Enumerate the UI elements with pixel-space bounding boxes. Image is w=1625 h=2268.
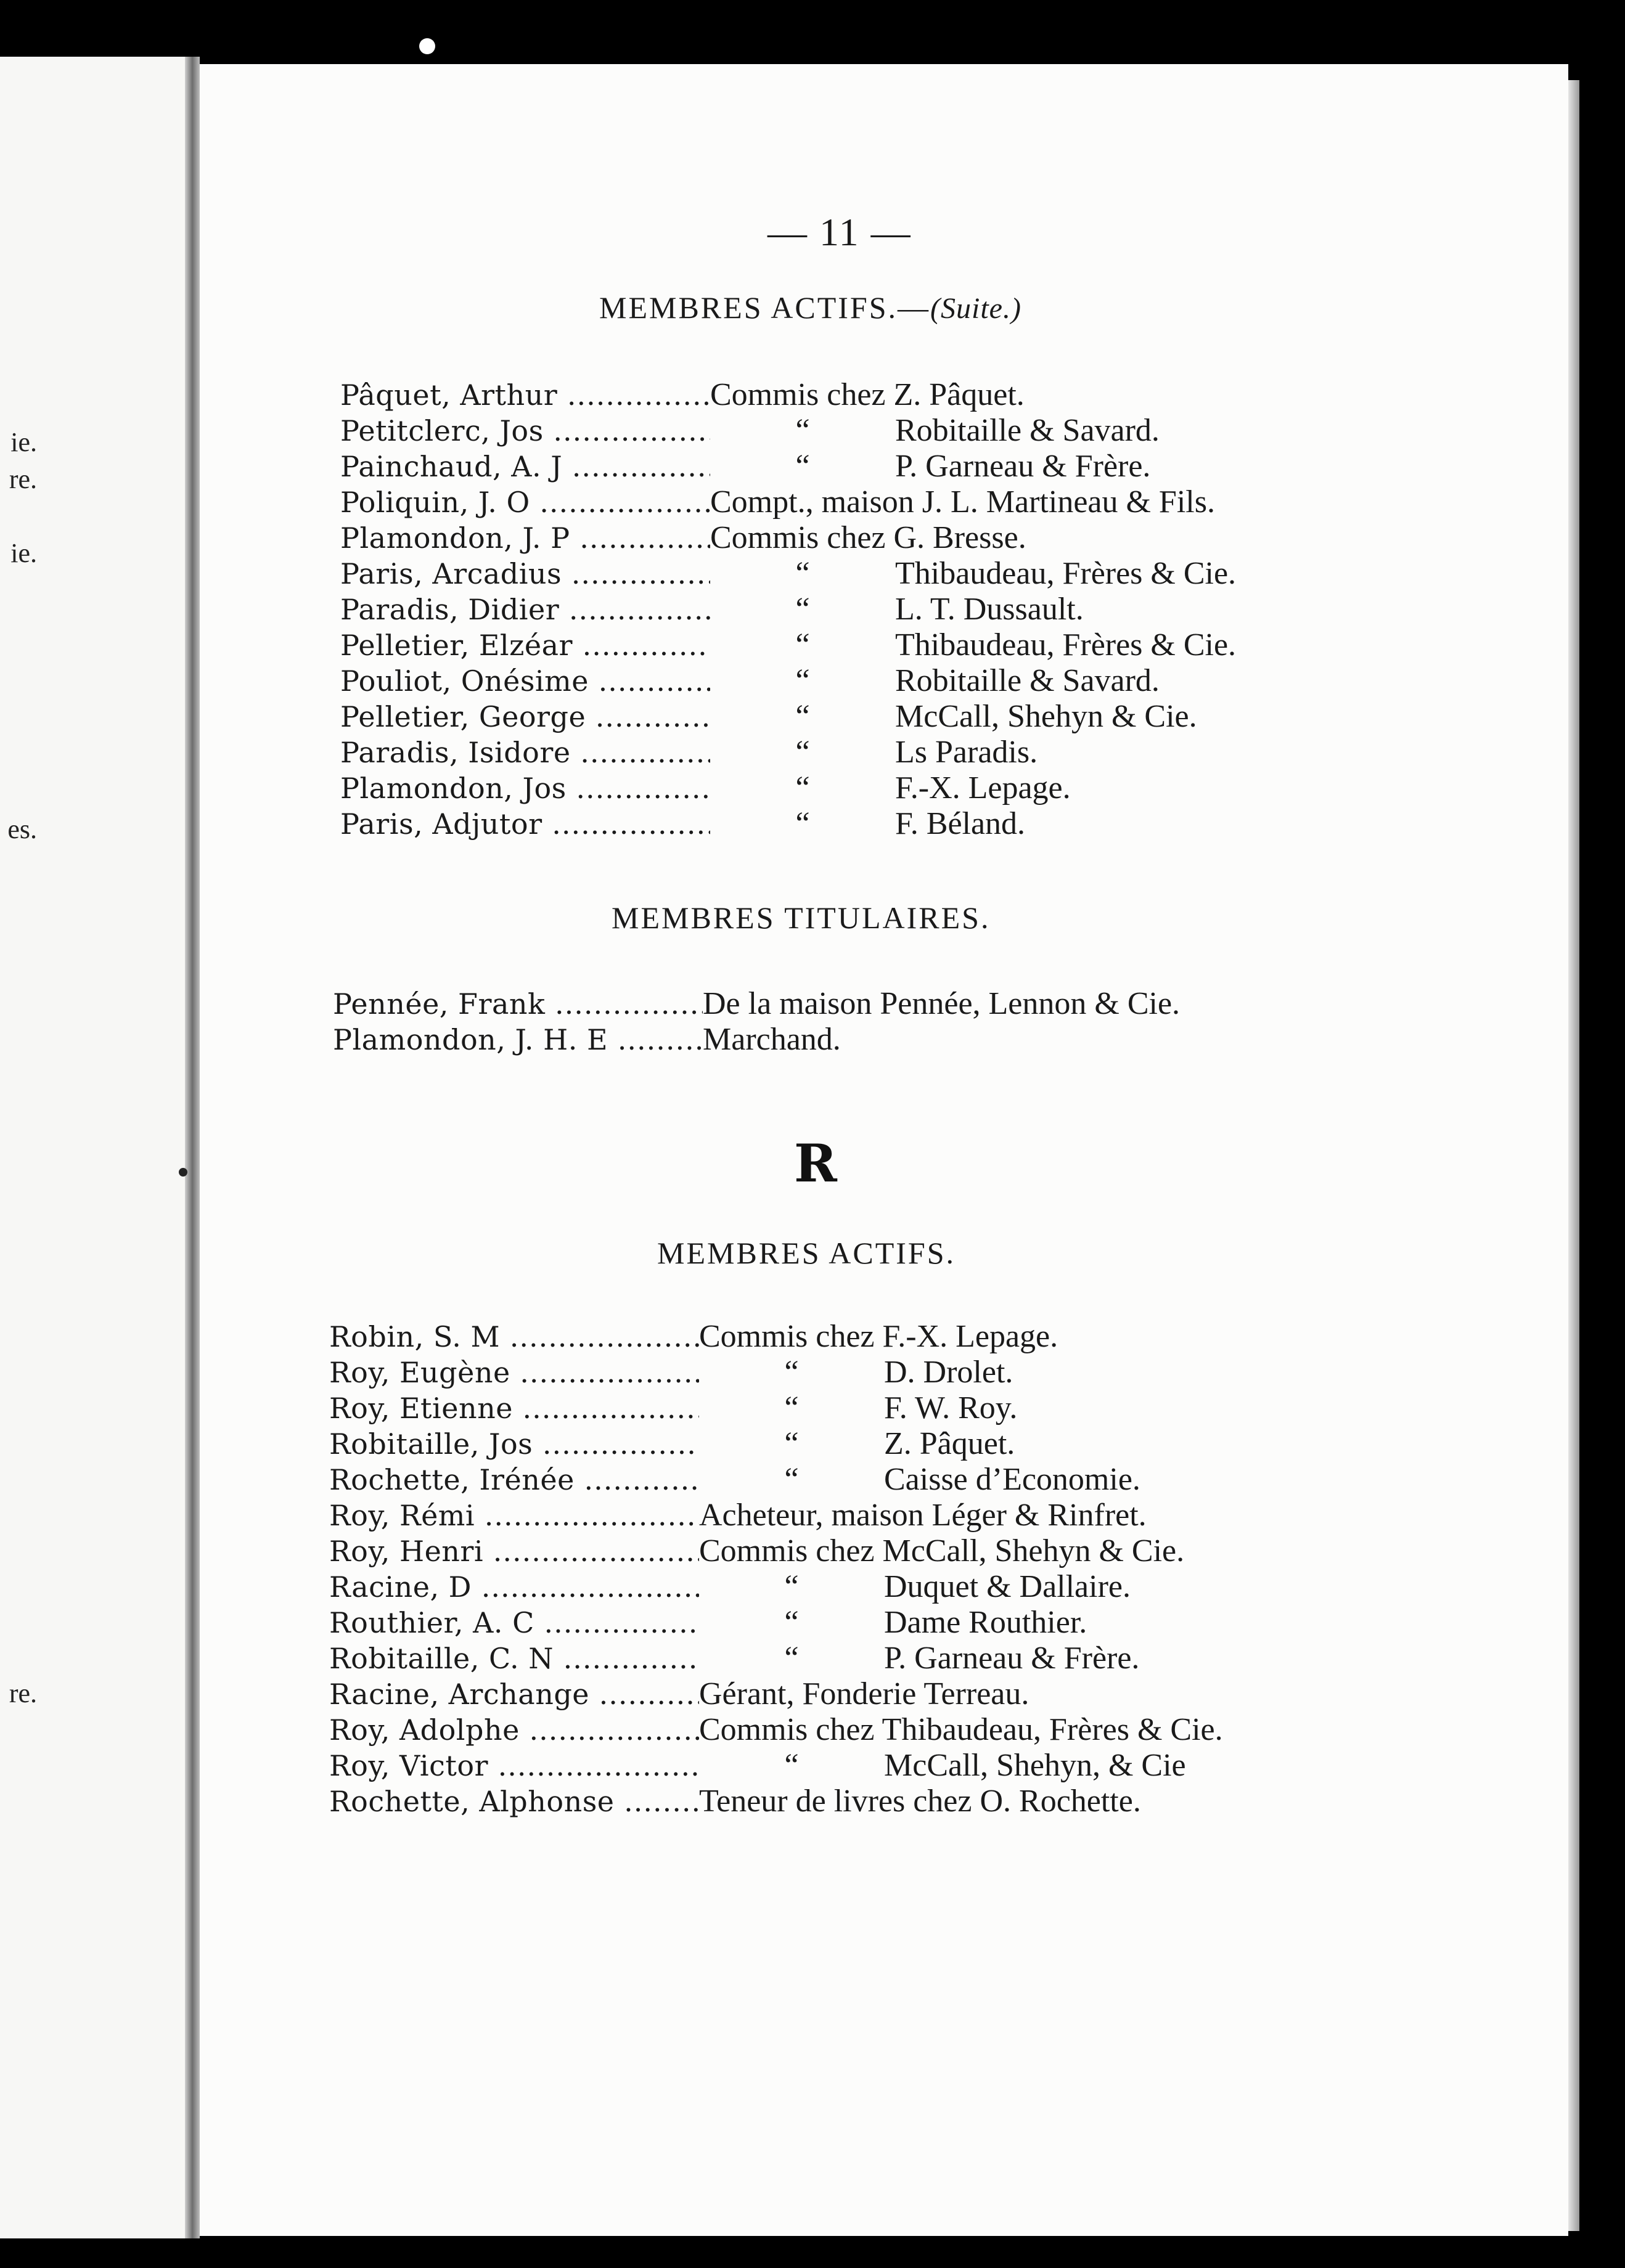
member-position: Gérant, Fonderie Terreau. xyxy=(699,1676,1029,1711)
ditto-mark: “ xyxy=(795,699,810,734)
ditto-mark: “ xyxy=(784,1390,799,1426)
letter-r-ornament: R xyxy=(794,1133,837,1194)
section-heading-actifs-r: MEMBRES ACTIFS. xyxy=(657,1236,956,1270)
facing-page-fragment: es. xyxy=(7,814,37,844)
member-position: Duquet & Dallaire. xyxy=(884,1569,1131,1604)
member-position: L. T. Dussault. xyxy=(895,592,1084,627)
member-row xyxy=(340,484,1236,520)
member-row xyxy=(329,1498,1223,1533)
member-name: Racine, D ..... xyxy=(329,1569,699,1605)
member-row xyxy=(329,1426,1223,1462)
member-position: Thibaudeau, Frères & Cie. xyxy=(895,556,1237,591)
member-position: McCall, Shehyn, & Cie xyxy=(884,1748,1186,1783)
member-name: Plamondon, J. P ..... xyxy=(340,520,710,556)
ditto-mark: “ xyxy=(795,735,810,770)
member-position: De la maison Pennée, Lennon & Cie. xyxy=(703,986,1181,1021)
member-row xyxy=(333,986,1180,1022)
member-position: P. Garneau & Frère. xyxy=(895,449,1151,484)
member-list-actifs-p xyxy=(340,377,1236,842)
member-name: Roy, Rémi ..... xyxy=(329,1498,699,1533)
member-row xyxy=(329,1462,1223,1498)
member-name: Roy, Henri ..... xyxy=(329,1533,699,1569)
member-name: Pennée, Frank ..... xyxy=(333,986,703,1022)
member-row xyxy=(329,1355,1223,1390)
member-row xyxy=(340,592,1236,627)
member-row xyxy=(329,1533,1223,1569)
member-name: Roy, Etienne ..... xyxy=(329,1390,699,1426)
ditto-mark: “ xyxy=(784,1605,799,1640)
ditto-mark: “ xyxy=(795,592,810,627)
book-gutter xyxy=(185,57,200,2238)
member-row xyxy=(340,377,1236,413)
member-row xyxy=(329,1319,1223,1355)
ditto-mark: “ xyxy=(795,449,810,484)
member-row xyxy=(329,1712,1223,1748)
member-name: Paradis, Isidore ..... xyxy=(340,735,710,770)
member-position: P. Garneau & Frère. xyxy=(884,1641,1140,1676)
member-name: Plamondon, J. H. E ..... xyxy=(333,1022,703,1058)
member-row xyxy=(340,663,1236,699)
ditto-mark: “ xyxy=(795,556,810,591)
ditto-mark: “ xyxy=(795,627,810,663)
member-position: Robitaille & Savard. xyxy=(895,413,1160,448)
member-name: Pouliot, Onésime ..... xyxy=(340,663,710,699)
facing-page-fragment: ie. xyxy=(10,427,37,457)
member-position: Z. Pâquet. xyxy=(884,1426,1015,1461)
member-position: Acheteur, maison Léger & Rinfret. xyxy=(699,1498,1147,1533)
member-position: Thibaudeau, Frères & Cie. xyxy=(895,627,1237,663)
member-row xyxy=(333,1022,1180,1058)
member-position: F. W. Roy. xyxy=(884,1390,1018,1426)
member-row xyxy=(340,413,1236,449)
member-name: Pelletier, Elzéar ..... xyxy=(340,627,710,663)
member-name: Routhier, A. C ..... xyxy=(329,1605,699,1641)
member-row xyxy=(340,449,1236,484)
member-name: Paradis, Didier ..... xyxy=(340,592,710,627)
member-position: Caisse d’Economie. xyxy=(884,1462,1140,1497)
member-name: Paris, Adjutor ..... xyxy=(340,806,710,842)
member-name: Poliquin, J. O ..... xyxy=(340,484,710,520)
member-list-actifs-r xyxy=(329,1319,1223,1819)
scan-speck xyxy=(419,38,435,54)
member-row xyxy=(340,806,1236,842)
member-row xyxy=(340,699,1236,735)
section-title-suffix: (Suite.) xyxy=(930,292,1021,325)
member-position: Commis chez Z. Pâquet. xyxy=(710,377,1025,412)
member-row xyxy=(329,1390,1223,1426)
member-position: F. Béland. xyxy=(895,806,1026,841)
member-name: Roy, Adolphe ..... xyxy=(329,1712,699,1748)
member-row xyxy=(340,735,1236,770)
section-title: MEMBRES ACTIFS.— xyxy=(599,290,931,325)
page-edge-shadow xyxy=(1568,80,1579,2231)
facing-page-edge xyxy=(0,57,196,2238)
ditto-mark: “ xyxy=(784,1426,799,1461)
ditto-mark: “ xyxy=(784,1641,799,1676)
page-number: — 11 — xyxy=(767,210,912,254)
member-name: Rochette, Irénée ..... xyxy=(329,1462,699,1498)
member-row xyxy=(340,627,1236,663)
member-position: Ls Paradis. xyxy=(895,735,1038,770)
ditto-mark: “ xyxy=(784,1569,799,1604)
member-name: Plamondon, Jos ..... xyxy=(340,770,710,806)
member-name: Roy, Victor ..... xyxy=(329,1748,699,1784)
ditto-mark: “ xyxy=(795,770,810,806)
ditto-mark: “ xyxy=(795,413,810,448)
member-name: Painchaud, A. J ..... xyxy=(340,449,710,484)
member-row xyxy=(340,770,1236,806)
facing-page-fragment: ie. xyxy=(10,538,37,568)
member-position: Commis chez Thibaudeau, Frères & Cie. xyxy=(699,1712,1223,1747)
facing-page-fragment: re. xyxy=(9,464,37,494)
ditto-mark: “ xyxy=(795,806,810,841)
member-row xyxy=(329,1605,1223,1641)
member-position: Commis chez McCall, Shehyn & Cie. xyxy=(699,1533,1185,1568)
ditto-mark: “ xyxy=(784,1748,799,1783)
member-name: Rochette, Alphonse ..... xyxy=(329,1784,699,1819)
member-position: Compt., maison J. L. Martineau & Fils. xyxy=(710,484,1215,520)
ditto-mark: “ xyxy=(795,663,810,698)
member-row xyxy=(329,1569,1223,1605)
member-row xyxy=(340,520,1236,556)
member-name: Paris, Arcadius ..... xyxy=(340,556,710,592)
member-position: F.-X. Lepage. xyxy=(895,770,1071,806)
member-row xyxy=(329,1784,1223,1819)
member-name: Robitaille, C. N ..... xyxy=(329,1641,699,1676)
ditto-mark: “ xyxy=(784,1462,799,1497)
facing-page-fragment: re. xyxy=(9,1678,37,1708)
section-heading-actifs-suite xyxy=(599,290,1021,325)
ditto-mark: “ xyxy=(784,1355,799,1390)
member-position: Dame Routhier. xyxy=(884,1605,1087,1640)
section-heading-titulaires: MEMBRES TITULAIRES. xyxy=(612,900,991,935)
member-position: Commis chez G. Bresse. xyxy=(710,520,1026,555)
member-row xyxy=(329,1748,1223,1784)
member-row xyxy=(340,556,1236,592)
member-position: Robitaille & Savard. xyxy=(895,663,1160,698)
member-name: Petitclerc, Jos ..... xyxy=(340,413,710,449)
member-name: Pâquet, Arthur ..... xyxy=(340,377,710,413)
member-row xyxy=(329,1641,1223,1676)
member-name: Racine, Archange ..... xyxy=(329,1676,699,1712)
member-row xyxy=(329,1676,1223,1712)
member-position: Teneur de livres chez O. Rochette. xyxy=(699,1784,1141,1819)
member-position: McCall, Shehyn & Cie. xyxy=(895,699,1197,734)
member-position: Commis chez F.-X. Lepage. xyxy=(699,1319,1058,1354)
member-list-titulaires xyxy=(333,986,1180,1058)
member-name: Pelletier, George ..... xyxy=(340,699,710,735)
member-position: D. Drolet. xyxy=(884,1355,1013,1390)
member-name: Robitaille, Jos ..... xyxy=(329,1426,699,1462)
ink-speck xyxy=(179,1168,187,1177)
member-position: Marchand. xyxy=(703,1022,841,1057)
member-name: Robin, S. M ..... xyxy=(329,1319,699,1355)
member-name: Roy, Eugène ..... xyxy=(329,1355,699,1390)
